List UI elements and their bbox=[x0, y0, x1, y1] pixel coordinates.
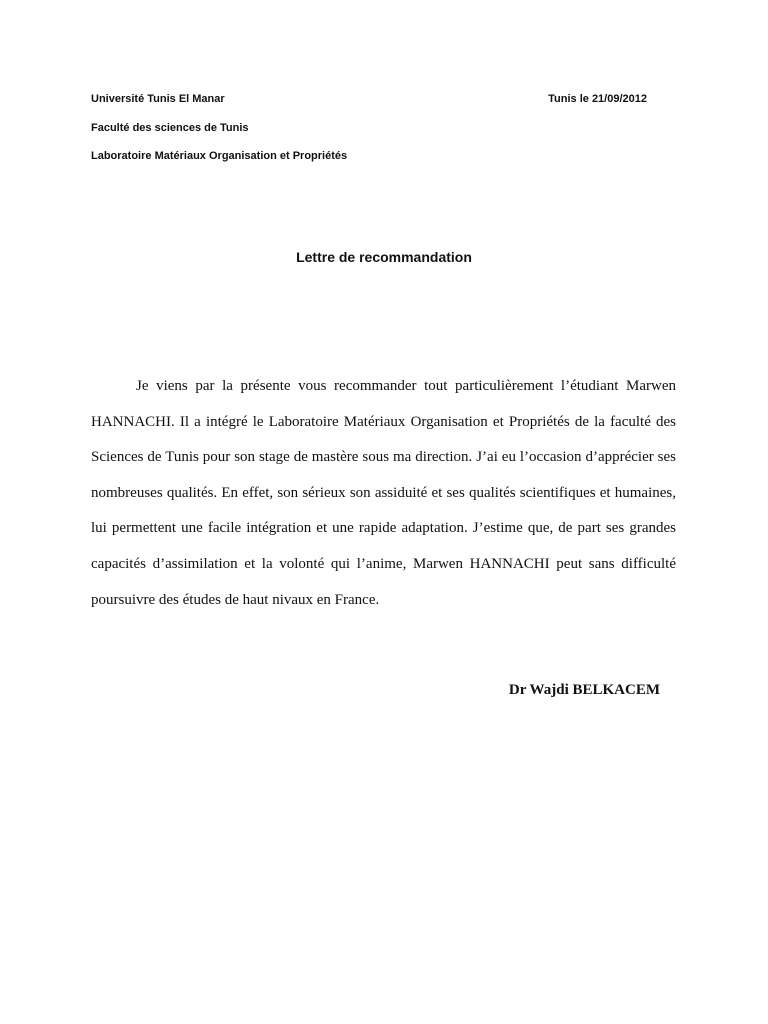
letter-body: Je viens par la présente vous recommander tout particulièrement l’étudiant Marwen HANNACHI. Il a intégré le Laboratoire Matériaux Organisation et Propriétés de la faculté des Sciences de Tunis pour son stage de mastère sous ma direction. J’ai eu l’occasion d’apprécier ses nombreuses qualités. En effet, son sérieux son assiduité et ses qualités scientifiques et humaines, lui permettent une facile intégration et une rapide adaptation. J’estime que, de part ses grandes capacités d’assimilation et la volonté qui l’anime, Marwen HANNACHI peut sans difficulté poursuivre des études de haut nivaux en France. bbox=[91, 378, 676, 608]
signature-name: Dr Wajdi BELKACEM bbox=[508, 682, 660, 698]
letter-title: Lettre de recommandation bbox=[296, 249, 472, 265]
faculty-name: Faculté des sciences de Tunis bbox=[91, 122, 249, 134]
university-name: Université Tunis El Manar bbox=[91, 93, 225, 105]
letter-date: Tunis le 21/09/2012 bbox=[548, 93, 647, 105]
laboratory-name: Laboratoire Matériaux Organisation et Propriétés bbox=[91, 150, 348, 162]
